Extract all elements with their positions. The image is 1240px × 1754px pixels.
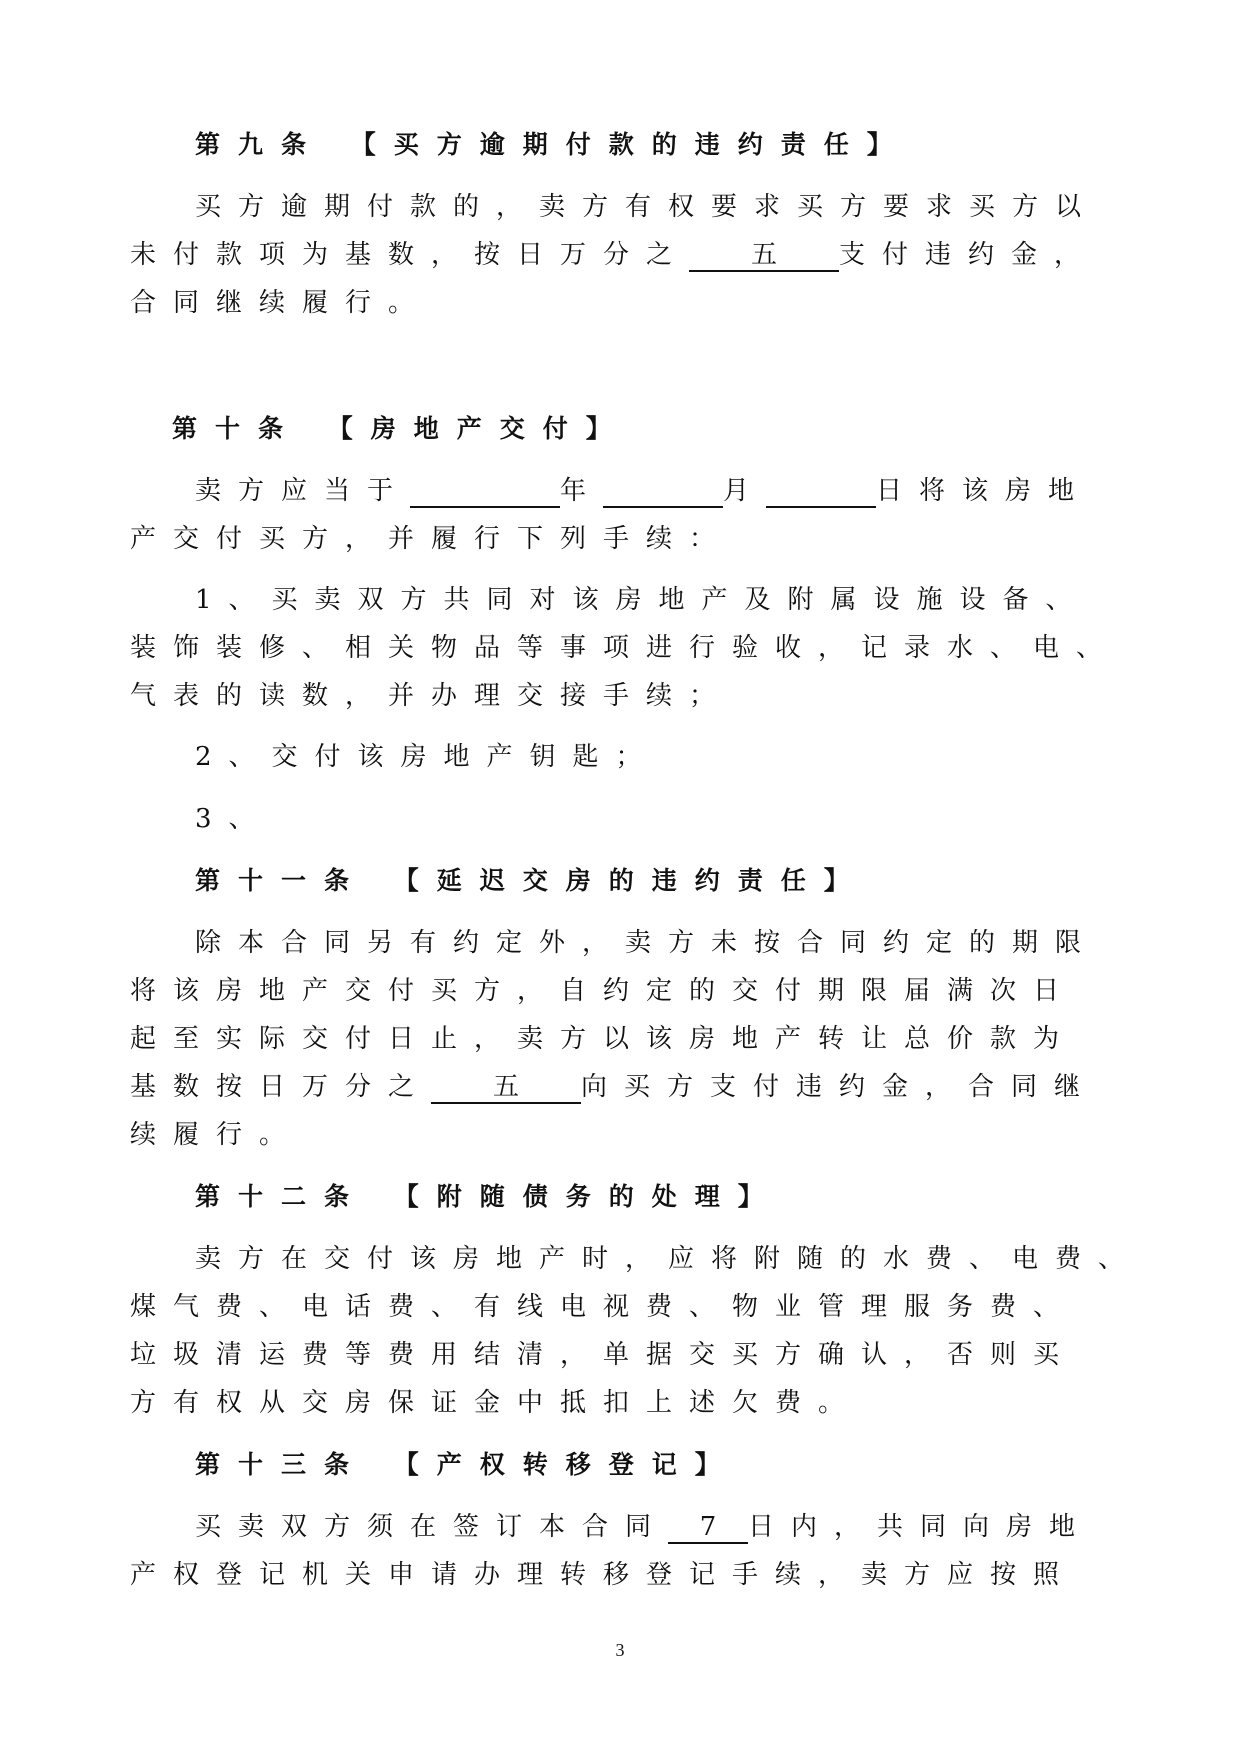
article-9-line-1: 买方逾期付款的，卖方有权要求买方要求买方以 [195,192,1099,222]
article-11-line-3: 起至实际交付日止，卖方以该房地产转让总价款为 [130,1024,1077,1054]
article-10-item-3: 3、 [195,804,272,834]
article-11-line-4: 基数按日万分之 五 向买方支付违约金，合同继 [130,1072,1098,1102]
year-blank [410,476,560,508]
days-blank: 7 [668,1512,748,1544]
article-10-item-1-line-3: 气表的读数，并办理交接手续； [130,681,733,711]
rate-blank: 五 [689,240,839,272]
article-9-heading: 第九条 【买方逾期付款的违约责任】 [195,130,910,159]
article-10-heading: 第十条 【房地产交付】 [172,414,629,443]
article-12-line-2: 煤气费、电话费、有线电视费、物业管理服务费、 [130,1292,1077,1322]
article-10-item-1-line-1: 1、买卖双方共同对该房地产及附属设施设备、 [195,585,1089,615]
article-13-line-2: 产权登记机关申请办理转移登记手续，卖方应按照 [130,1560,1077,1590]
article-12-line-4: 方有权从交房保证金中抵扣上述欠费。 [130,1388,862,1418]
article-13-line-1: 买卖双方须在签订本合同 7 日内，共同向房地 [195,1512,1093,1542]
month-blank [603,476,723,508]
rate-blank: 五 [431,1072,581,1104]
article-10-line-1: 卖方应当于 年 月 日将该房地 [195,476,1092,506]
article-9-line-2: 未付款项为基数，按日万分之 五 支付违约金， [130,240,1098,270]
article-12-heading: 第十二条 【附随债务的处理】 [195,1182,781,1211]
article-10-line-2: 产交付买方，并履行下列手续： [130,524,733,554]
article-12-line-1: 卖方在交付该房地产时，应将附随的水费、电费、 [195,1244,1142,1274]
article-12-line-3: 垃圾清运费等费用结清，单据交买方确认，否则买 [130,1340,1077,1370]
article-11-line-5: 续履行。 [130,1120,303,1150]
article-11-heading: 第十一条 【延迟交房的违约责任】 [195,866,867,895]
page-number: 3 [615,1640,625,1660]
article-11-line-1: 除本合同另有约定外，卖方未按合同约定的期限 [195,928,1099,958]
article-11-line-2: 将该房地产交付买方，自约定的交付期限届满次日 [130,976,1077,1006]
article-13-heading: 第十三条 【产权转移登记】 [195,1450,738,1479]
article-9-line-3: 合同继续履行。 [130,288,432,318]
day-blank [766,476,876,508]
article-10-item-1-line-2: 装饰装修、相关物品等事项进行验收，记录水、电、 [130,633,1120,663]
article-10-item-2: 2、交付该房地产钥匙； [195,742,659,772]
